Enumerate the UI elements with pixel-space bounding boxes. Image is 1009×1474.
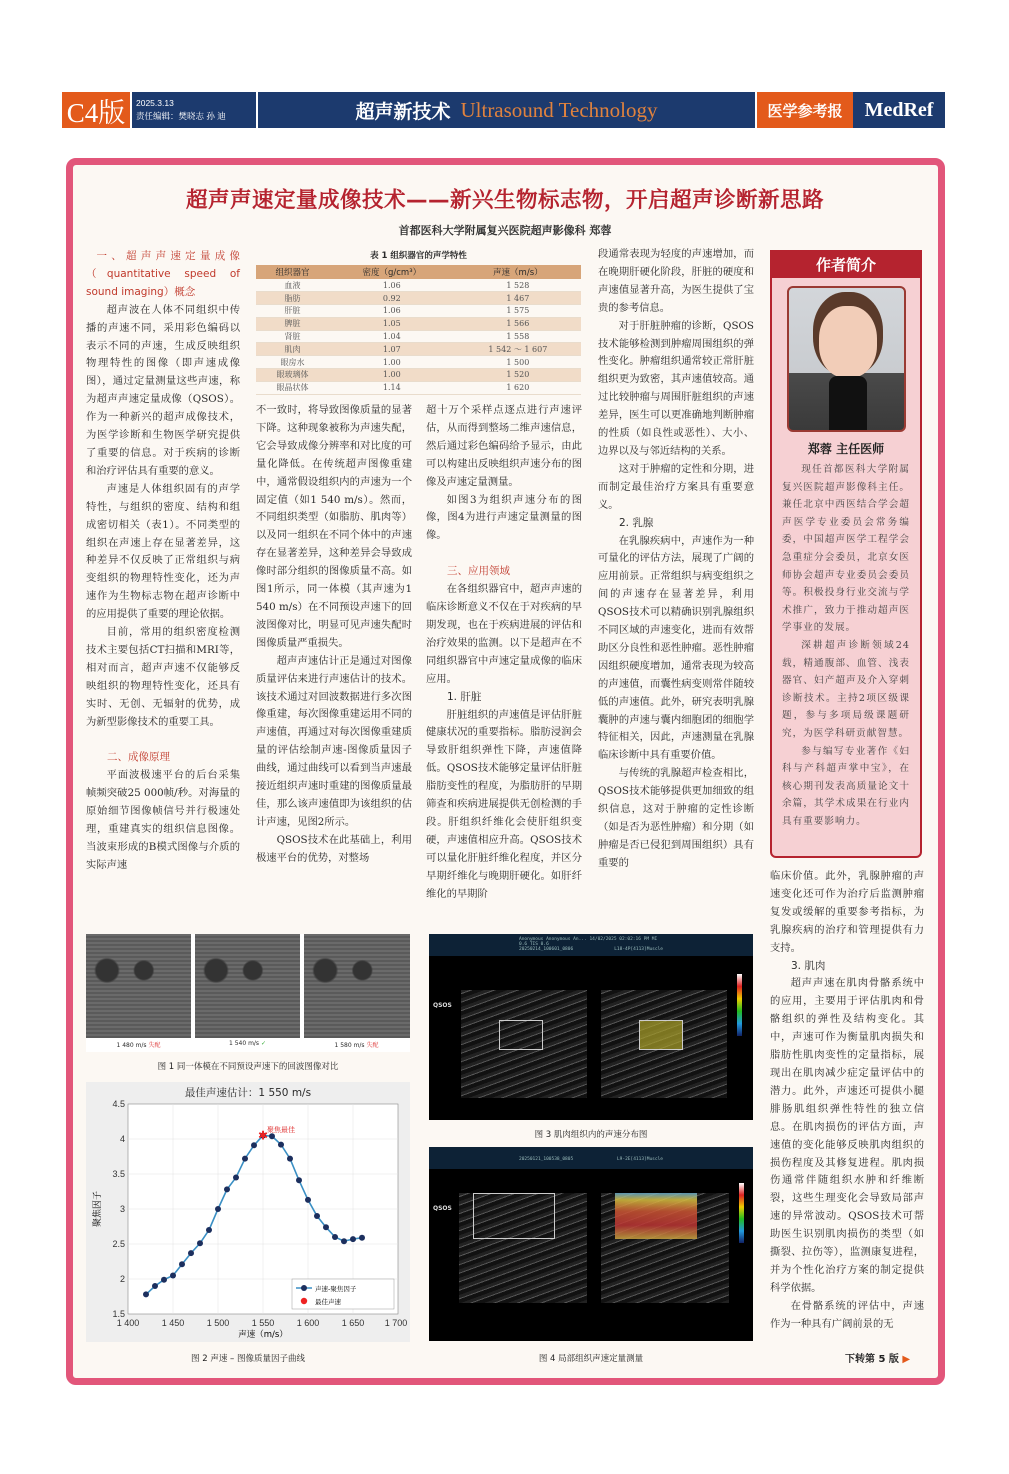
svg-text:1 500: 1 500 (206, 1318, 230, 1328)
svg-text:1 450: 1 450 (161, 1318, 185, 1328)
paragraph: 不一致时，将导致图像质量的显著下降。这种现象被称为声速失配，它会导致成像分辨率和对比度的可量化降低。在传统超声图像重建中，通常假设组织内的声速为一个固定值（如1 540 m/s）。然而，不同组织类型（如脂肪、肌肉等）以及同一组织在不同个体中的声速存在显著差异，这种差异会导致成像时部分组织的图像质量不高。如图1所示，同一体模（其声速为1 540 m/s）在不同预设声速下的回波图像对比，明显可见声速失配时图像质量严重损失。 (256, 404, 412, 649)
table-row: 肌肉 1.07 1 542 ～ 1 607 (256, 343, 581, 356)
table-row: 血液 1.06 1 528 (256, 279, 581, 292)
paragraph: 超声声速估计正是通过对图像质量评估来进行声速估计的技术。该技术通过对回波数据进行多次图像重建，每次图像重建运用不同的声速值，再通过对每次图像重建质量的评估绘制声速-图像质量因子曲线，通过曲线可以看到当声速最接近组织声速时重建的图像质量最佳，那么该声速值即为该组织的估计声速，见图2所示。 (256, 654, 412, 828)
phantom-image (195, 934, 300, 1038)
phantom-image (304, 934, 410, 1038)
paragraph: 超十万个采样点逐点进行声速评估，从而得到整场二维声速信息，然后通过彩色编码给予显示，由此可以构建出反映组织声速分布的图像及声速定量测量。 (426, 404, 582, 488)
svg-text:3.5: 3.5 (112, 1169, 125, 1179)
table-row: 肾脏 1.04 1 558 (256, 330, 581, 343)
heading-principle: 二、成像原理 (107, 751, 170, 764)
paragraph: 段通常表现为轻度的声速增加，而在晚期肝硬化阶段，肝脏的硬度和声速值显著升高，为医生提供了宝贵的参考信息。 (598, 248, 754, 314)
issue-date: 2025.3.13 (136, 98, 174, 108)
article-title: 超声声速定量成像技术——新兴生物标志物，开启超声诊断新思路 (185, 188, 824, 213)
paragraph: 在各组织器官中，超声声速的临床诊断意义不仅在于对疾病的早期发现，也在于疾病进展的评估和治疗效果的监测。以下是超声在不同组织器官中声速定量成像的临床应用。 (426, 583, 582, 685)
article-byline: 首都医科大学附属复兴医院超声影像科 郑蓉 (398, 224, 612, 237)
page-number: C4版 (62, 92, 130, 128)
paragraph: QSOS技术在此基础上，利用极速平台的优势，对整场 (256, 833, 412, 864)
arrow-right-icon: ▶ (902, 1354, 911, 1365)
table-caption: 表 1 组织器官的声学特性 (370, 251, 467, 261)
table-header: 密度（g/cm³） (329, 265, 455, 279)
paragraph: 平面波极速平台的后台采集帧频突破25 000帧/秒。对海量的原始细节图像帧信号并行极速处理，重建真实的组织信息图像。当波束形成的B模式图像与介质的实际声速 (86, 769, 240, 871)
sos-measurement-image (601, 1193, 729, 1303)
section-title (256, 92, 755, 128)
subheading-liver: 1. 肝脏 (447, 690, 482, 703)
svg-text:聚焦最佳: 聚焦最佳 (267, 1126, 295, 1134)
author-profile-box (770, 250, 922, 858)
figure-2-caption: 图 2 声速 – 图像质量因子曲线 (191, 1354, 305, 1364)
column-4 (598, 246, 754, 873)
color-scale-bar (737, 974, 742, 1036)
author-bio: 现任首都医科大学附属复兴医院超声影像科主任。兼任北京中西医结合学会超声医学专业委员会常务编委，中国超声医学工程学会急重症分会委员，北京女医师协会超声专业委员会委员等。积极投身行业交流与学术推广，致力于推动超声医学事业的发展。 深耕超声诊断领域24载，精通腹部、血管、浅表器官、妇产超声及介入穿刺诊断技术。主持2项区级课题，参与多项局级课题研究，为医学科研贡献智慧。 参与编写专业著作《妇科与产科超声掌中宝》，在核心期刊发表高质量论文十余篇，其学术成果在行业内具有重要影响力。 (782, 464, 910, 827)
table-row: 眼晶状体 1.14 1 620 (256, 381, 581, 394)
figure-3-caption: 图 3 肌肉组织内的声速分布图 (534, 1130, 648, 1140)
paragraph: 目前，常用的组织密度检测技术主要包括CT扫描和MRI等，相对而言，超声声速不仅能够反映组织的物理特性变化，还具有实时、无创、无辐射的优势，成为新型影像技术的重要工具。 (86, 626, 240, 728)
paragraph: 这对于肿瘤的定性和分期，进而制定最佳治疗方案具有重要意义。 (598, 462, 754, 511)
column-2 (256, 402, 412, 868)
color-scale-bar (739, 1183, 744, 1243)
paragraph: 在乳腺疾病中，声速作为一种可量化的评估方法，展现了广阔的应用前景。正常组织与病变组织之间的声速存在显著差异，利用QSOS技术可以精确识别乳腺组织不同区域的声速变化，进而有效帮助区分良性和恶性肿瘤。恶性肿瘤因组织硬度增加，通常表现为较高的声速值，而囊性病变则常伴随较低的声速值。此外，研究表明乳腺囊肿的声速与囊内细胞团的细胞学特征相关，因此，声速测量在乳腺临床诊断中具有重要价值。 (598, 534, 754, 762)
paragraph: 在骨骼系统的评估中，声速作为一种具有广阔前景的无 (770, 1299, 924, 1330)
svg-text:1 650: 1 650 (341, 1318, 365, 1328)
chart-title: 最佳声速估计：1 550 m/s (184, 1087, 312, 1099)
svg-text:声速-聚焦因子: 声速-聚焦因子 (315, 1285, 357, 1293)
svg-text:1 700: 1 700 (384, 1318, 408, 1328)
column-3 (426, 402, 582, 903)
table-header: 声速（m/s） (455, 265, 581, 279)
section-title-cn: 超声新技术 (355, 100, 451, 123)
paragraph: 超声波在人体不同组织中传播的声速不同，采用彩色编码以表示不同的声速，生成反映组织物理特性的图像（即声速成像图），通过定量测量这些声速，称为超声声速定量成像（QSOS）。作为一种新兴的超声成像技术，为医学诊断和生物医学研究提供了重要的信息。对于疾病的诊断和治疗评估具有重要的意义。 (86, 303, 240, 477)
figure-4-ultrasound: 20250121_100538_0805 L9-2E[4113]Muscle QSOS (429, 1147, 753, 1341)
table-row: 眼玻璃体 1.00 1 520 (256, 369, 581, 382)
b-mode-image (461, 990, 587, 1098)
author-box-heading: 作者简介 (772, 252, 920, 278)
phantom-image (86, 934, 191, 1038)
brand-en: MedRef (853, 92, 945, 128)
b-mode-image (459, 1193, 587, 1303)
svg-text:声速（m/s）: 声速（m/s） (238, 1330, 288, 1340)
paragraph: 声速是人体组织固有的声学特性，与组织的密度、结构和组成密切相关（表1）。不同类型的组织在声速上存在显著差异，这种差异不仅反映了正常组织与病变组织的物理特性变化，还为声速作为生物标志物在超声诊断中的应用提供了重要的理论依据。 (86, 482, 240, 621)
heading-concept: 一、超声声速定量成像（quantitative speed of sound imaging）概念 (86, 250, 240, 298)
author-photo (787, 286, 906, 432)
figure-4-caption: 图 4 局部组织声速定量测量 (538, 1354, 644, 1364)
column-1 (86, 248, 240, 875)
editors: 责任编辑：樊晓志 孙 迪 (136, 111, 226, 121)
svg-text:1 550: 1 550 (251, 1318, 275, 1328)
paragraph: 临床价值。此外，乳腺肿瘤的声速变化还可作为治疗后监测肿瘤复发或缓解的重要参考指标，为乳腺疾病的治疗和管理提供有力支持。 (770, 870, 924, 954)
svg-text:最佳声速: 最佳声速 (315, 1298, 341, 1306)
table-row: 肝脏 1.06 1 575 (256, 305, 581, 318)
continued-notice: 下转第 5 版 ▶ (845, 1354, 911, 1365)
paragraph: 肝脏组织的声速值是评估肝脏健康状况的重要指标。脂肪浸润会导致肝组织弹性下降，声速值降低。QSOS技术能够定量评估肝脏脂肪变性的程度，为脂肪肝的早期筛查和疾病进展提供无创检测的手段。肝组织纤维化会使肝组织变硬，声速值相应升高。QSOS技术可以量化肝脏纤维化程度，并区分早期纤维化与晚期肝硬化。如肝纤维化的早期阶 (426, 708, 582, 900)
subheading-breast: 2. 乳腺 (619, 516, 654, 529)
column-5 (770, 868, 924, 1334)
table-row: 眼房水 1.00 1 500 (256, 356, 581, 369)
acoustic-properties-table (256, 265, 581, 395)
svg-text:2: 2 (119, 1274, 125, 1284)
author-name: 郑蓉 主任医师 (807, 442, 885, 456)
subheading-muscle: 3. 肌肉 (791, 959, 826, 972)
brand-cn: 医学参考报 (755, 92, 853, 128)
svg-text:✱: ✱ (257, 1128, 269, 1143)
heading-applications: 三、应用领域 (447, 565, 510, 578)
paragraph: 如图3为组织声速分布的图像，图4为进行声速定量测量的图像。 (426, 493, 582, 542)
table-row: 脾脏 1.05 1 566 (256, 317, 581, 330)
figure-1: 1 480 m/s 失配 1 540 m/s ✓ 1 580 m/s 失配 (86, 934, 410, 1052)
svg-text:2.5: 2.5 (112, 1239, 125, 1249)
paragraph: 对于肝脏肿瘤的诊断，QSOS技术能够检测到肿瘤周围组织的弹性变化。肿瘤组织通常较正常肝脏组织更为致密，其声速值较高。通过比较肿瘤与周围肝脏组织的声速差异，医生可以更准确地判断肿瘤的性质（如良性或恶性）、大小、边界以及与邻近结构的关系。 (598, 319, 754, 457)
svg-text:4: 4 (119, 1134, 125, 1144)
figure-3-ultrasound: Anonymous Anonymous An... 14/02/2025 02:02:16 PM MI 0.6 TIS 0.6 20250214_100601_0806 L18-4P[4113]Muscle QSOS (429, 934, 753, 1120)
sos-map-image (601, 990, 727, 1098)
figure-1-caption: 图 1 同一体模在不同预设声速下的回波图像对比 (157, 1062, 339, 1072)
figure-2-chart (86, 1082, 410, 1342)
svg-text:聚焦因子: 聚焦因子 (93, 1190, 103, 1228)
svg-text:1 400: 1 400 (116, 1318, 140, 1328)
section-title-en: Ultrasound Technology (460, 97, 658, 122)
svg-text:1.5: 1.5 (112, 1309, 125, 1319)
paragraph: 与传统的乳腺超声检查相比，QSOS技术能够提供更加细致的组织信息，这对于肿瘤的定性诊断（如是否为恶性肿瘤）和分期（如肿瘤是否已侵犯到周围组织）具有重要的 (598, 767, 754, 869)
svg-text:4.5: 4.5 (112, 1099, 125, 1109)
svg-text:1 600: 1 600 (296, 1318, 320, 1328)
page-header (62, 92, 945, 128)
table-header: 组织器官 (256, 265, 329, 279)
line-chart (86, 1082, 410, 1342)
table-row: 脂肪 0.92 1 467 (256, 292, 581, 305)
issue-meta (130, 92, 256, 128)
svg-text:3: 3 (119, 1204, 125, 1214)
paragraph: 超声声速在肌肉骨骼系统中的应用，主要用于评估肌肉和骨骼组织的弹性及结构变化。其中，声速可作为衡量肌肉损失和脂肪性肌肉变性的定量指标，展现出在肌肉减少症定量评估中的潜力。此外，声速还可提供小腿腓肠肌组织弹性特性的独立信息。在肌肉损伤的评估方面，声速值的变化能够反映肌肉组织的损伤程度及其修复进程。肌肉损伤通常伴随组织水肿和纤维断裂，这些生理变化会导致局部声速的异常波动。QSOS技术可帮助医生识别肌肉损伤的类型（如撕裂、拉伤等），监测康复进程，并为个性化治疗方案的制定提供科学依据。 (770, 977, 924, 1294)
